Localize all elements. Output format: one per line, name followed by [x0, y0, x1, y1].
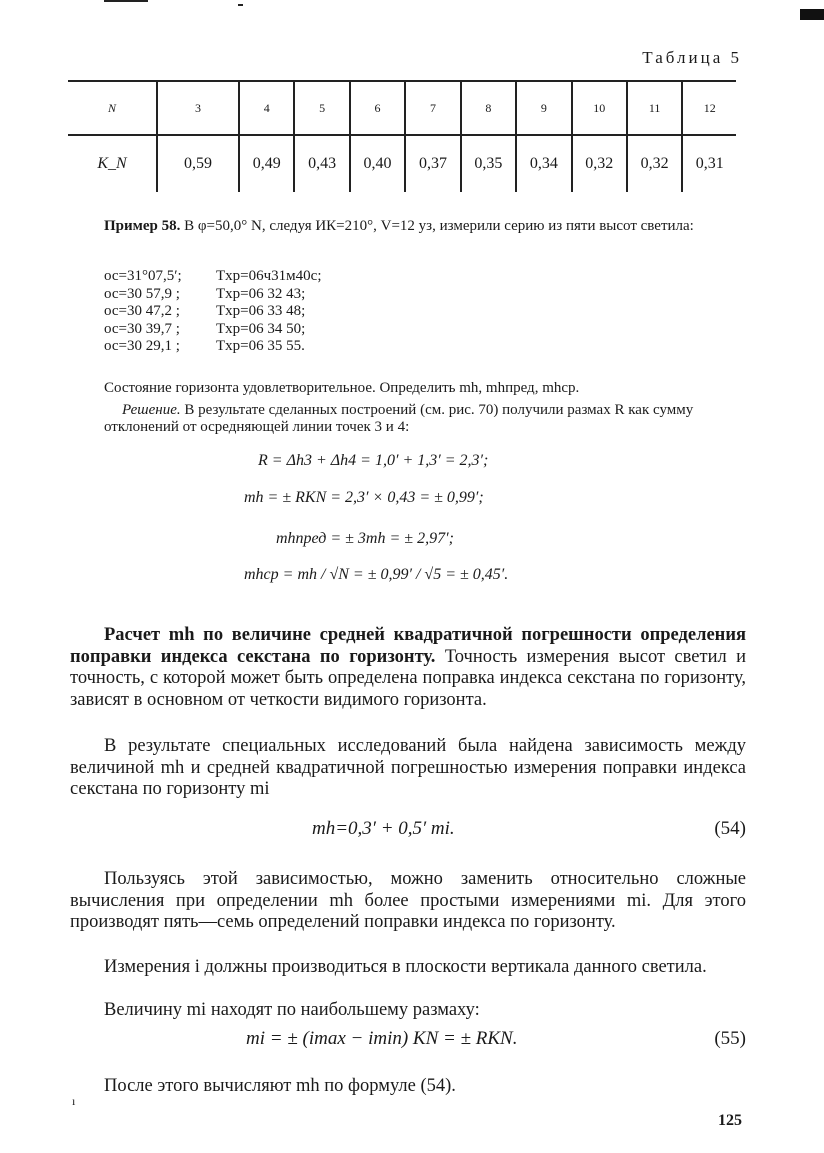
formula-range: R = Δh3 + Δh4 = 1,0′ + 1,3′ = 2,3′;: [258, 452, 489, 469]
table-col-5: 5: [294, 81, 349, 135]
solution-text: В результате сделанных построений (см. рис. 70) получили размах R как сумму отклонений от осредняющей линии точек 3 и 4:: [104, 402, 694, 435]
formula-mh: mh = ± RKN = 2,3′ × 0,43 = ± 0,99′;: [244, 489, 484, 506]
margin-mark: ı: [72, 1094, 76, 1108]
observation-row: [104, 303, 321, 321]
paragraph-calc-mh: [70, 625, 746, 711]
table-row-label-kn: K_N: [97, 155, 127, 172]
observation-row: [104, 321, 321, 339]
table-col-10: 10: [572, 81, 627, 135]
observation-altitude: ос=30 57,9 ;: [104, 285, 180, 302]
table-col-11: 11: [627, 81, 682, 135]
paragraph-using-dependency: Пользуясь этой зависимостью, можно заменить относительно сложные вычисления при определении mh более простыми измерениями mi. Для этого производят пять—семь определений поправки индекса по горизонту.: [70, 869, 746, 932]
table-cell: 0,43: [294, 135, 349, 192]
table-cell: 0,34: [516, 135, 571, 192]
observation-row: [104, 268, 321, 286]
solution-label: Решение.: [122, 402, 181, 418]
equation-number-55: (55): [714, 1028, 746, 1049]
table-col-4: 4: [239, 81, 294, 135]
observation-altitude: ос=30 39,7 ;: [104, 320, 180, 337]
example-text: В φ=50,0° N, следуя ИК=210°, V=12 уз, измерили серию из пяти высот светила:: [184, 218, 694, 234]
observation-list: [104, 268, 321, 356]
table-cell: 0,32: [572, 135, 627, 192]
observation-row: [104, 286, 321, 304]
observation-altitude: ос=30 47,2 ;: [104, 303, 180, 320]
table-col-3: 3: [157, 81, 239, 135]
observation-time: Tхр=06 34 50;: [216, 320, 306, 337]
paragraph-measurements: Измерения i должны производиться в плоскости вертикала данного светила.: [104, 957, 707, 977]
edge-mark: [800, 9, 824, 20]
example-paragraph: [104, 218, 744, 235]
paragraph-final: После этого вычисляют mh по формуле (54).: [104, 1076, 456, 1096]
table-cell: 0,40: [350, 135, 405, 192]
paragraph-text: Точность измерения высот светил и точность, с которой может быть определена поправка индекса секстана по горизонту, зависят в основном от четкости видимого горизонта.: [70, 646, 746, 710]
coefficient-table: [68, 80, 736, 192]
paragraph-dependency: В результате специальных исследований была найдена зависимость между величиной mh и средней квадратичной погрешностью измерения поправки индекса секстана по горизонту mi: [70, 736, 746, 799]
table-value-row: [68, 135, 736, 192]
observation-time: Tхр=06 33 48;: [216, 303, 306, 320]
observation-time: Tхр=06 35 55.: [216, 338, 305, 355]
top-rule: [104, 0, 148, 2]
table-col-7: 7: [405, 81, 460, 135]
table-col-8: 8: [461, 81, 516, 135]
observation-row: [104, 338, 321, 356]
equation-number-54: (54): [714, 818, 746, 839]
table-caption: Таблица 5: [642, 48, 742, 67]
observation-altitude: ос=31°07,5′;: [104, 268, 182, 284]
table-cell: 0,37: [405, 135, 460, 192]
table-cell: 0,32: [627, 135, 682, 192]
table-cell: 0,59: [157, 135, 239, 192]
table-row-label-n: N: [68, 81, 157, 135]
horizon-state-text: Состояние горизонта удовлетворительное. Определить mh, mhпред, mhср.: [104, 380, 580, 396]
table-cell: 0,35: [461, 135, 516, 192]
example-label: Пример 58.: [104, 218, 181, 234]
table-header-row: [68, 81, 736, 135]
table-col-9: 9: [516, 81, 571, 135]
table-col-12: 12: [682, 81, 736, 135]
top-dot: [238, 4, 243, 6]
formula-mh-limit: mhпред = ± 3mh = ± 2,97′;: [276, 530, 454, 547]
table-cell: 0,31: [682, 135, 736, 192]
formula-mh-mean: mhср = mh / √N = ± 0,99′ / √5 = ± 0,45′.: [244, 566, 509, 583]
table-col-6: 6: [350, 81, 405, 135]
paragraph-range: Величину mi находят по наибольшему размаху:: [104, 1000, 480, 1020]
solution-paragraph: [104, 402, 744, 436]
observation-time: Tхр=06ч31м40с;: [216, 268, 322, 284]
paragraph-heading: Расчет mh по величине средней квадратичной погрешности определения поправки индекса секстана по горизонту.: [70, 625, 746, 667]
observation-altitude: ос=30 29,1 ;: [104, 338, 180, 355]
table-cell: 0,49: [239, 135, 294, 192]
equation-55: mi = ± (imax − imin) KN = ± RKN.: [246, 1028, 518, 1049]
equation-54: mh=0,3′ + 0,5′ mi.: [312, 818, 455, 839]
observation-time: Tхр=06 32 43;: [216, 285, 306, 302]
page-number: 125: [718, 1112, 742, 1129]
